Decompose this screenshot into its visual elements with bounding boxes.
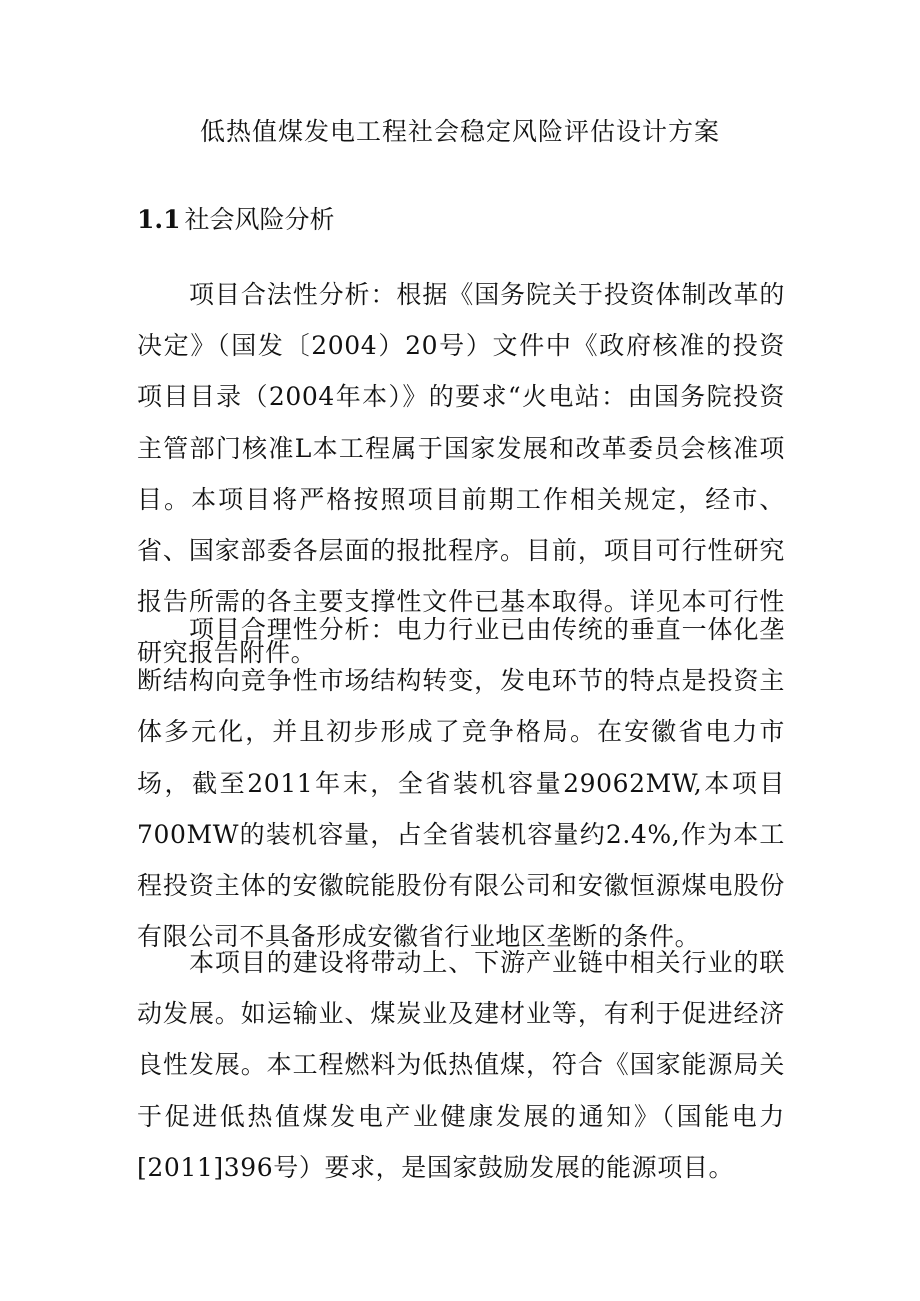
paragraph-industry-linkage: 本项目的建设将带动上、下游产业链中相关行业的联动发展。如运输业、煤炭业及建材业等，有利于促进经济良性发展。本工程燃料为低热值煤，符合《国家能源局关于促进低热值煤发电产业健康发展的通知》（国能电力[2011]396号）要求，是国家鼓励发展的能源项目。	[137, 948, 785, 1182]
section-heading	[137, 202, 335, 238]
section-number: 1.1	[137, 205, 181, 234]
paragraph-legality-analysis: 项目合法性分析：根据《国务院关于投资体制改革的决定》（国发〔2004）20号）文件中《政府核准的投资项目目录（2004年本）》的要求“火电站：由国务院投资主管部门核准L本工程属于国家发展和改革委员会核准项目。本项目将严格按照项目前期工作相关规定，经市、省、国家部委各层面的报批程序。目前，项目可行性研究报告所需的各主要支撑性文件已基本取得。详见本可行性研究报告附件。	[137, 280, 785, 668]
document-title: 低热值煤发电工程社会稳定风险评估设计方案	[199, 117, 720, 146]
section-title: 社会风险分析	[184, 205, 335, 234]
paragraph-rationality-analysis: 项目合理性分析：电力行业已由传统的垂直一体化垄断结构向竞争性市场结构转变，发电环节的特点是投资主体多元化，并且初步形成了竞争格局。在安徽省电力市场，截至2011年末，全省装机容量29062MW,本项目700MW的装机容量，占全省装机容量约2.4%,作为本工程投资主体的安徽皖能股份有限公司和安徽恒源煤电股份有限公司不具备形成安徽省行业地区垄断的条件。	[137, 615, 785, 952]
